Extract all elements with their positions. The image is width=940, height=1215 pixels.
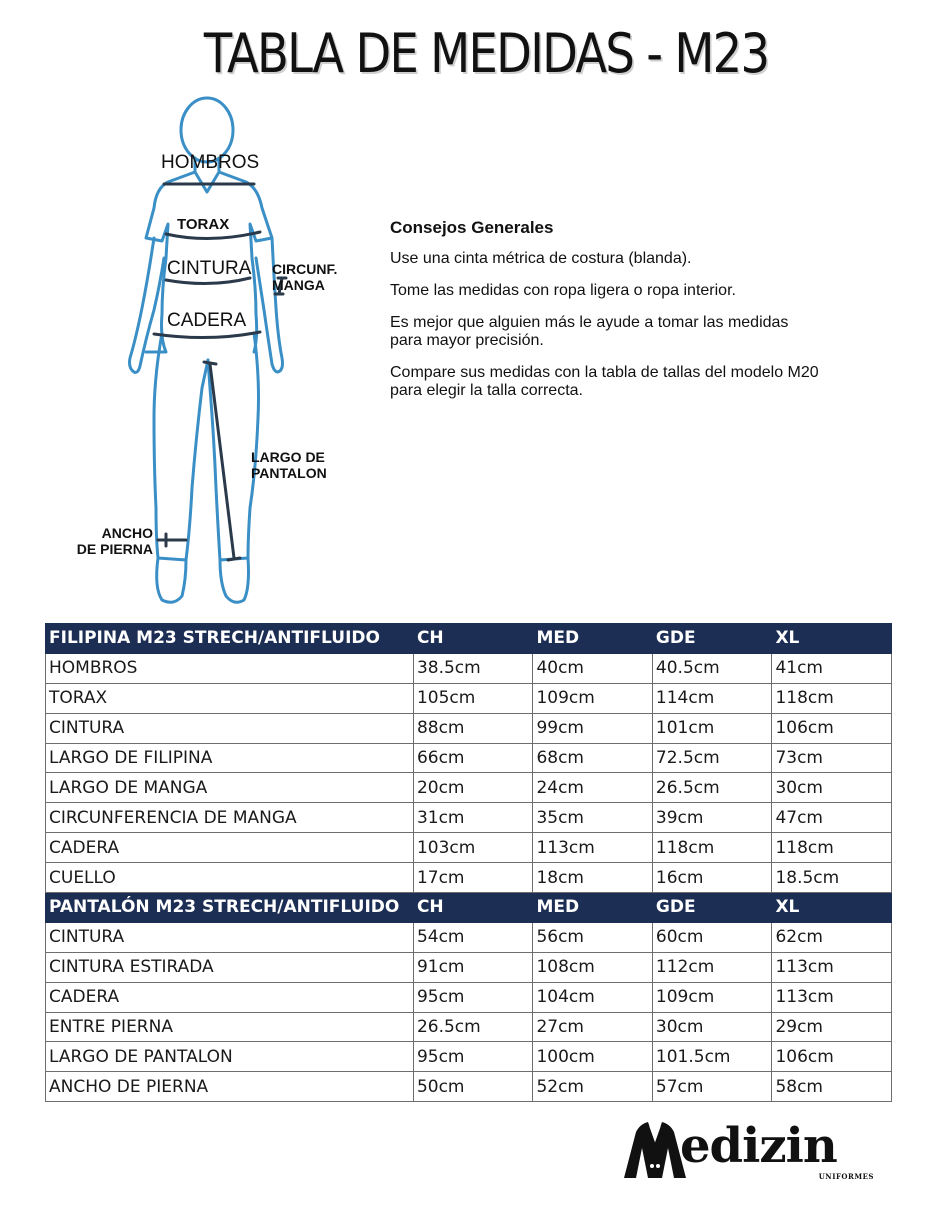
measurement-value: 18cm — [533, 863, 652, 893]
measurement-name: CIRCUNFERENCIA DE MANGA — [46, 803, 414, 833]
measurement-value: 95cm — [413, 982, 533, 1012]
label-ancho-pierna: ANCHO DE PIERNA — [76, 525, 153, 558]
table-row — [46, 833, 892, 863]
measurement-name: CUELLO — [46, 863, 414, 893]
measurement-name: LARGO DE PANTALON — [46, 1042, 414, 1072]
size-column-header: XL — [772, 624, 892, 654]
measurement-name: CINTURA ESTIRADA — [46, 952, 414, 982]
measurement-value: 66cm — [413, 743, 533, 773]
measurement-value: 30cm — [652, 1012, 772, 1042]
measurement-value: 106cm — [772, 713, 892, 743]
measurement-name: TORAX — [46, 683, 414, 713]
measurement-value: 54cm — [413, 922, 533, 952]
measurement-value: 39cm — [652, 803, 772, 833]
measurement-value: 113cm — [533, 833, 652, 863]
measurement-value: 103cm — [413, 833, 533, 863]
size-column-header: GDE — [652, 624, 772, 654]
section-title: PANTALÓN M23 STRECH/ANTIFLUIDO — [46, 893, 414, 923]
page-title: TABLA DE MEDIDAS - M23 — [203, 22, 769, 85]
size-column-header: XL — [772, 893, 892, 923]
measurement-value: 113cm — [772, 982, 892, 1012]
measurement-name: CADERA — [46, 982, 414, 1012]
measurement-value: 60cm — [652, 922, 772, 952]
size-column-header: MED — [533, 893, 652, 923]
measurement-value: 104cm — [533, 982, 652, 1012]
table-row — [46, 743, 892, 773]
table-row — [46, 952, 892, 982]
table-row — [46, 1072, 892, 1102]
measurement-value: 91cm — [413, 952, 533, 982]
measurement-value: 118cm — [772, 683, 892, 713]
measurement-name: HOMBROS — [46, 653, 414, 683]
measurement-value: 26.5cm — [652, 773, 772, 803]
medizin-logo — [622, 1118, 882, 1190]
table-row — [46, 982, 892, 1012]
measurement-name: CINTURA — [46, 713, 414, 743]
measurement-value: 31cm — [413, 803, 533, 833]
tip-item: Use una cinta métrica de costura (blanda). — [390, 250, 692, 267]
measurement-value: 56cm — [533, 922, 652, 952]
section-header-row — [46, 624, 892, 654]
table-row — [46, 773, 892, 803]
section-header-row — [46, 893, 892, 923]
measurement-value: 41cm — [772, 653, 892, 683]
measurement-value: 106cm — [772, 1042, 892, 1072]
measurement-value: 88cm — [413, 713, 533, 743]
measurement-value: 99cm — [533, 713, 652, 743]
measurement-value: 30cm — [772, 773, 892, 803]
measurement-value: 35cm — [533, 803, 652, 833]
measurement-value: 58cm — [772, 1072, 892, 1102]
measurement-name: ENTRE PIERNA — [46, 1012, 414, 1042]
measurement-value: 16cm — [652, 863, 772, 893]
table-row — [46, 922, 892, 952]
measurement-value: 95cm — [413, 1042, 533, 1072]
measurement-value: 50cm — [413, 1072, 533, 1102]
tip-item: Compare sus medidas con la tabla de tallas del modelo M20 para elegir la talla correcta. — [390, 364, 819, 399]
measurement-value: 38.5cm — [413, 653, 533, 683]
table-row — [46, 713, 892, 743]
size-table — [45, 623, 892, 1102]
measurement-value: 112cm — [652, 952, 772, 982]
measurement-value: 20cm — [413, 773, 533, 803]
logo-wordmark: edizin — [680, 1118, 837, 1174]
measurement-value: 40cm — [533, 653, 652, 683]
measurement-value: 18.5cm — [772, 863, 892, 893]
measurement-value: 101.5cm — [652, 1042, 772, 1072]
size-column-header: CH — [413, 893, 533, 923]
measurement-value: 108cm — [533, 952, 652, 982]
measurement-value: 109cm — [533, 683, 652, 713]
measurement-name: CINTURA — [46, 922, 414, 952]
measurement-value: 101cm — [652, 713, 772, 743]
label-torax: TORAX — [177, 216, 230, 233]
measurement-value: 105cm — [413, 683, 533, 713]
table-row — [46, 863, 892, 893]
measurement-value: 113cm — [772, 952, 892, 982]
measurement-value: 62cm — [772, 922, 892, 952]
general-tips — [390, 218, 910, 414]
measurement-value: 24cm — [533, 773, 652, 803]
label-circunf-manga: CIRCUNF. MANGA — [272, 261, 338, 294]
measurement-name: ANCHO DE PIERNA — [46, 1072, 414, 1102]
label-hombros: HOMBROS — [161, 152, 260, 173]
measurement-value: 29cm — [772, 1012, 892, 1042]
table-row — [46, 683, 892, 713]
measurement-value: 27cm — [533, 1012, 652, 1042]
body-measurement-figure — [50, 88, 390, 613]
size-column-header: GDE — [652, 893, 772, 923]
table-row — [46, 1012, 892, 1042]
measurement-value: 57cm — [652, 1072, 772, 1102]
measurement-value: 40.5cm — [652, 653, 772, 683]
measurement-value: 68cm — [533, 743, 652, 773]
measurement-value: 72.5cm — [652, 743, 772, 773]
measurement-value: 100cm — [533, 1042, 652, 1072]
size-column-header: CH — [413, 624, 533, 654]
size-column-header: MED — [533, 624, 652, 654]
measurement-value: 114cm — [652, 683, 772, 713]
measurement-value: 47cm — [772, 803, 892, 833]
measurement-value: 109cm — [652, 982, 772, 1012]
label-largo-pantalon: LARGO DE PANTALON — [251, 449, 327, 482]
measurement-value: 118cm — [772, 833, 892, 863]
measurement-value: 17cm — [413, 863, 533, 893]
tips-heading: Consejos Generales — [390, 218, 554, 237]
measurement-name: LARGO DE MANGA — [46, 773, 414, 803]
measurement-value: 118cm — [652, 833, 772, 863]
measurement-name: CADERA — [46, 833, 414, 863]
measurement-value: 26.5cm — [413, 1012, 533, 1042]
tip-item: Es mejor que alguien más le ayude a tomar las medidas para mayor precisión. — [390, 314, 789, 349]
table-row — [46, 653, 892, 683]
label-cadera: CADERA — [167, 310, 247, 331]
table-row — [46, 803, 892, 833]
measurement-value: 52cm — [533, 1072, 652, 1102]
measurement-name: LARGO DE FILIPINA — [46, 743, 414, 773]
jacket-m-icon — [622, 1120, 688, 1180]
section-title: FILIPINA M23 STRECH/ANTIFLUIDO — [46, 624, 414, 654]
tip-item: Tome las medidas con ropa ligera o ropa interior. — [390, 282, 736, 299]
logo-subtitle: UNIFORMES — [818, 1172, 874, 1181]
measurement-value: 73cm — [772, 743, 892, 773]
table-row — [46, 1042, 892, 1072]
label-cintura: CINTURA — [167, 258, 252, 279]
